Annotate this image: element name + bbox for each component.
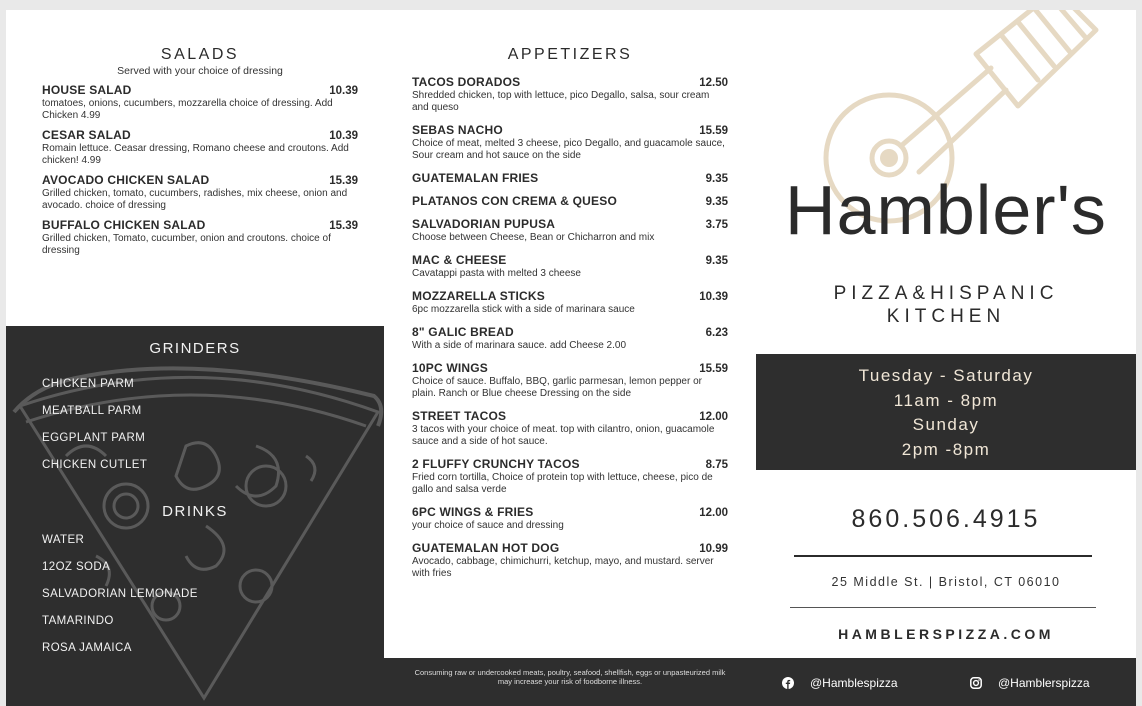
item-description: Romain lettuce. Ceasar dressing, Romano cheese and croutons. Add chicken! 4.99 [42, 143, 349, 166]
menu-sheet [6, 10, 1136, 706]
item-name: 2 FLUFFY CRUNCHY TACOS [412, 457, 580, 471]
menu-item [412, 541, 728, 580]
menu-item [412, 289, 728, 316]
instagram-link[interactable] [970, 676, 1090, 690]
right-column [756, 10, 1136, 706]
item-description: Fried corn tortilla, Choice of protein top with lettuce, cheese, pico de gallo and salsa verde [412, 472, 713, 495]
menu-item [412, 123, 728, 162]
facebook-link[interactable] [782, 676, 898, 690]
grinders-list [42, 378, 147, 486]
address: 25 Middle St. | Bristol, CT 06010 [831, 575, 1061, 589]
grinders-drinks-panel [6, 326, 384, 706]
menu-item [412, 75, 728, 114]
list-item: TAMARINDO [42, 615, 114, 627]
item-name: MOZZARELLA STICKS [412, 289, 545, 303]
tagline-line2: KITCHEN [886, 306, 1006, 327]
item-price: 9.35 [705, 173, 728, 185]
facebook-handle: @Hamblespizza [810, 676, 898, 690]
item-name: 10PC WINGS [412, 361, 489, 375]
hours-line: 11am - 8pm [893, 390, 999, 410]
menu-item [412, 409, 728, 448]
menu-item [412, 457, 728, 496]
item-price: 10.99 [699, 543, 728, 555]
item-price: 15.39 [329, 175, 358, 187]
item-price: 10.39 [699, 291, 728, 303]
menu-item [412, 171, 728, 185]
hours-line: Tuesday - Saturday [858, 366, 1034, 385]
item-name: STREET TACOS [412, 409, 507, 423]
menu-item [412, 361, 728, 400]
item-description: tomatoes, onions, cucumbers, mozzarella choice of dressing. Add Chicken 4.99 [42, 98, 333, 121]
item-description: With a side of marinara sauce. add Cheese 2.00 [412, 340, 627, 351]
grinders-title: GRINDERS [149, 340, 241, 357]
item-name: 6PC WINGS & FRIES [412, 505, 534, 519]
instagram-icon [970, 677, 982, 689]
appetizers-section [384, 10, 756, 658]
salads-title: SALADS [160, 46, 240, 63]
menu-item [412, 325, 728, 352]
item-price: 8.75 [705, 459, 728, 471]
instagram-handle: @Hamblerspizza [998, 676, 1090, 690]
item-price: 9.35 [705, 255, 728, 267]
item-name: BUFFALO CHICKEN SALAD [42, 218, 206, 232]
item-price: 12.00 [699, 411, 728, 423]
salads-section [6, 10, 384, 326]
menu-item [42, 218, 358, 257]
list-item: WATER [42, 534, 85, 546]
item-price: 15.59 [699, 363, 728, 375]
item-description: Grilled chicken, tomato, cucumbers, radishes, mix cheese, onion and avocado. choice of dressing [42, 188, 348, 211]
hours-line: Sunday [912, 415, 980, 434]
hours-line: 2pm -8pm [901, 439, 991, 459]
item-price: 12.50 [699, 77, 728, 89]
item-description: Choose between Cheese, Bean or Chicharron and mix [412, 232, 655, 243]
menu-item [412, 505, 728, 532]
item-price: 15.39 [329, 220, 358, 232]
item-name: GUATEMALAN HOT DOG [412, 541, 560, 555]
menu-item [42, 173, 358, 212]
facebook-icon [782, 677, 794, 689]
item-description: Cavatappi pasta with melted 3 cheese [412, 268, 581, 279]
divider [794, 555, 1092, 557]
item-name: TACOS DORADOS [412, 75, 521, 89]
item-name: SALVADORIAN PUPUSA [412, 217, 556, 231]
item-name: AVOCADO CHICKEN SALAD [42, 173, 210, 187]
menu-item [412, 217, 728, 244]
divider [790, 607, 1096, 608]
drinks-title: DRINKS [162, 503, 228, 520]
list-item: CHICKEN CUTLET [42, 459, 148, 471]
item-name: GUATEMALAN FRIES [412, 171, 539, 185]
item-description: 3 tacos with your choice of meat. top with cilantro, onion, guacamole sauce and a side of hot sauce. [412, 424, 715, 447]
left-column [6, 10, 384, 706]
item-description: Choice of meat, melted 3 cheese, pico Degallo, and guacamole sauce, Sour cream and hot sauce on the side [412, 138, 725, 161]
brand-tagline [756, 282, 1136, 328]
item-price: 15.59 [699, 125, 728, 137]
item-name: CESAR SALAD [42, 128, 131, 142]
brand-name: Hambler's [785, 171, 1107, 249]
menu-item [412, 194, 728, 208]
list-item: SALVADORIAN LEMONADE [42, 588, 198, 600]
item-description: your choice of sauce and dressing [412, 520, 564, 531]
item-name: HOUSE SALAD [42, 83, 132, 97]
item-description: Avocado, cabbage, chimichurri, ketchup, mayo, and mustard. server with fries [412, 556, 714, 579]
item-name: SEBAS NACHO [412, 123, 503, 137]
list-item: ROSA JAMAICA [42, 642, 132, 654]
salads-subtitle: Served with your choice of dressing [117, 65, 283, 77]
list-item: EGGPLANT PARM [42, 432, 146, 444]
list-item: MEATBALL PARM [42, 405, 142, 417]
item-description: Shredded chicken, top with lettuce, pico Degallo, salsa, sour cream and queso [412, 90, 710, 113]
item-description: Grilled chicken, Tomato, cucumber, onion and croutons. choice of dressing [42, 233, 331, 256]
item-name: MAC & CHEESE [412, 253, 507, 267]
tagline-line1: PIZZA&HISPANIC [833, 283, 1059, 304]
middle-column [384, 10, 756, 706]
social-footer [756, 658, 1136, 706]
list-item: 12OZ SODA [42, 561, 111, 573]
appetizers-title: APPETIZERS [507, 46, 633, 63]
website-link[interactable]: HAMBLERSPIZZA.COM [838, 626, 1054, 642]
item-price: 3.75 [705, 219, 728, 231]
item-price: 6.23 [705, 327, 728, 339]
hours-panel [756, 354, 1136, 470]
appetizers-list [412, 75, 728, 580]
list-item: CHICKEN PARM [42, 378, 135, 390]
item-name: 8" GALIC BREAD [412, 325, 514, 339]
item-price: 10.39 [329, 85, 358, 97]
drinks-list [42, 534, 198, 669]
item-price: 9.35 [705, 196, 728, 208]
health-notice: Consuming raw or undercooked meats, poultry, seafood, shellfish, eggs or unpasteurized milk may increase your risk of foodborne illness. [384, 658, 756, 706]
menu-item [412, 253, 728, 280]
phone-number[interactable]: 860.506.4915 [851, 505, 1041, 533]
item-price: 10.39 [329, 130, 358, 142]
item-price: 12.00 [699, 507, 728, 519]
menu-item [42, 83, 358, 122]
menu-item [42, 128, 358, 167]
item-description: Choice of sauce. Buffalo, BBQ, garlic parmesan, lemon pepper or plain. Ranch or Blue cheese Dressing on the side [412, 376, 702, 399]
item-description: 6pc mozzarella stick with a side of marinara sauce [412, 304, 635, 315]
item-name: PLATANOS CON CREMA & QUESO [412, 194, 617, 208]
